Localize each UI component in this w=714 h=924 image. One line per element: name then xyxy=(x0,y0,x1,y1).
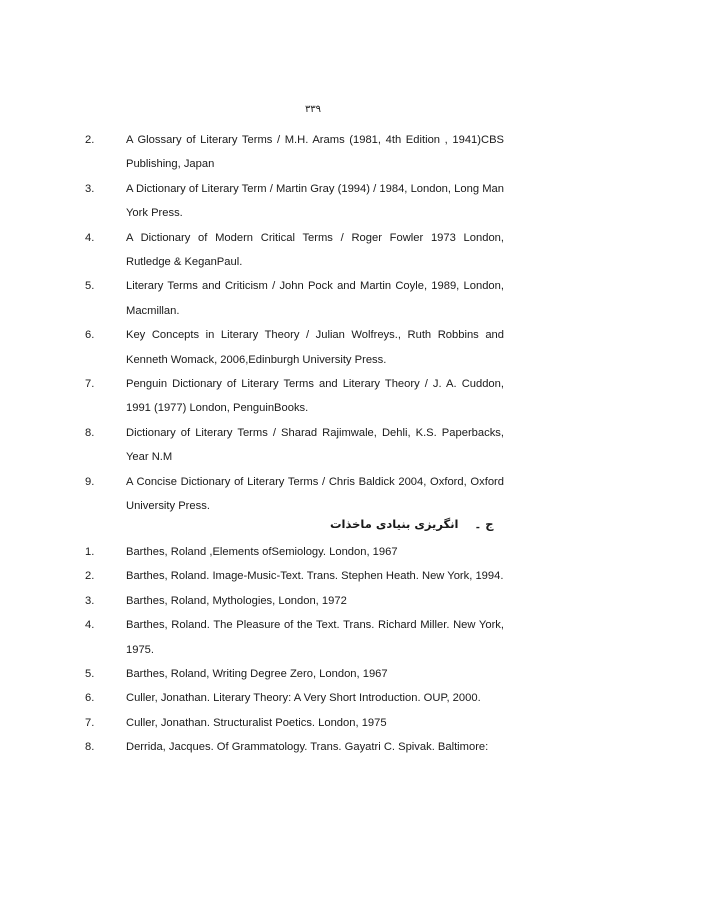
list-item xyxy=(0,372,714,421)
list-item xyxy=(0,540,714,564)
list-item-text: Dictionary of Literary Terms / Sharad Rajimwale, Dehli, K.S. Paperbacks, Year N.M xyxy=(126,426,504,464)
list-item-text: Barthes, Roland, Writing Degree Zero, London, 1967 xyxy=(126,668,388,681)
list-item xyxy=(0,421,714,470)
list-item xyxy=(0,274,714,323)
list-item xyxy=(0,323,714,372)
english-sources-list xyxy=(0,540,714,760)
page-number: ۳۳۹ xyxy=(304,104,322,115)
list-item xyxy=(0,711,714,735)
list-item-text: A Dictionary of Literary Term / Martin Gray (1994) / 1984, London, Long Man York Press. xyxy=(126,182,504,220)
list-item-text: Barthes, Roland, Mythologies, London, 1972 xyxy=(126,594,347,607)
list-item xyxy=(0,470,714,519)
section-heading xyxy=(330,517,506,539)
list-item-number: 8. xyxy=(85,741,95,754)
list-item-number: 4. xyxy=(85,231,95,244)
list-item-text: Barthes, Roland. The Pleasure of the Text. Trans. Richard Miller. New York, 1975. xyxy=(126,619,504,656)
list-item xyxy=(0,735,714,759)
list-item-text: Culler, Jonathan. Literary Theory: A Very Short Introduction. OUP, 2000. xyxy=(126,692,481,705)
list-item-number: 5. xyxy=(85,668,95,681)
list-item-number: 4. xyxy=(85,619,95,632)
list-item-number: 5. xyxy=(85,280,95,293)
list-item-number: 7. xyxy=(85,378,95,391)
section-heading-title: انگریزی بنیادی ماخذات xyxy=(330,517,459,531)
list-item-text: Culler, Jonathan. Structuralist Poetics. London, 1975 xyxy=(126,716,387,729)
list-item xyxy=(0,686,714,710)
list-item-number: 2. xyxy=(85,570,95,583)
list-item xyxy=(0,226,714,275)
section-heading-marker: ج ۔ xyxy=(474,517,494,531)
list-item-number: 3. xyxy=(85,182,95,195)
list-item xyxy=(0,589,714,613)
list-item-text: Penguin Dictionary of Literary Terms and Literary Theory / J. A. Cuddon, 1991 (1977) London, PenguinBooks. xyxy=(126,378,504,415)
list-item xyxy=(0,177,714,226)
list-item-text: Key Concepts in Literary Theory / Julian Wolfreys., Ruth Robbins and Kenneth Womack, 2006,Edinburgh University Press. xyxy=(126,329,504,366)
list-item-text: A Concise Dictionary of Literary Terms / Chris Baldick 2004, Oxford, Oxford University Press. xyxy=(126,475,504,513)
list-item-number: 3. xyxy=(85,594,95,607)
list-item-text: Barthes, Roland. Image-Music-Text. Trans. Stephen Heath. New York, 1994. xyxy=(126,570,504,583)
list-item xyxy=(0,662,714,686)
list-item-number: 9. xyxy=(85,475,95,488)
list-item-text: Derrida, Jacques. Of Grammatology. Trans. Gayatri C. Spivak. Baltimore: xyxy=(126,741,489,754)
list-item-text: A Dictionary of Modern Critical Terms / Roger Fowler 1973 London, Rutledge & KeganPaul. xyxy=(126,231,504,269)
list-item-text: Literary Terms and Criticism / John Pock and Martin Coyle, 1989, London, Macmillan. xyxy=(126,280,504,317)
list-item-text: Barthes, Roland ,Elements ofSemiology. London, 1967 xyxy=(126,546,398,558)
list-item xyxy=(0,613,714,662)
list-item xyxy=(0,128,714,177)
list-item-number: 7. xyxy=(85,716,95,729)
list-item-number: 2. xyxy=(85,134,95,146)
list-item-text: A Glossary of Literary Terms / M.H. Arams (1981, 4th Edition , 1941)CBS Publishing, Japan xyxy=(126,134,504,171)
list-item-number: 6. xyxy=(85,329,95,342)
list-item xyxy=(0,564,714,588)
dictionaries-list xyxy=(0,128,714,519)
list-item-number: 1. xyxy=(85,546,95,558)
list-item-number: 6. xyxy=(85,692,95,705)
list-item-number: 8. xyxy=(85,426,95,439)
